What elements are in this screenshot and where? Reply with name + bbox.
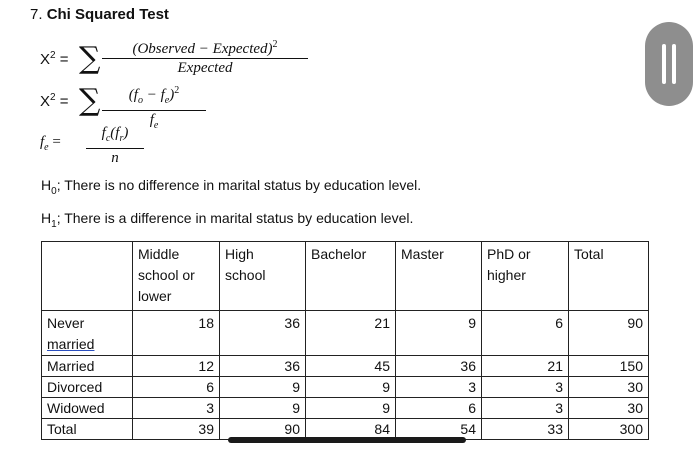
row-label-line: Married (47, 358, 95, 374)
table-cell: 30 (569, 377, 649, 398)
column-header-line: Bachelor (311, 246, 367, 262)
table-cell: 36 (220, 311, 306, 356)
table-cell: 3 (396, 377, 482, 398)
table-cell: 12 (133, 356, 220, 377)
formula-fraction: (Observed − Expected)$^2$ Expected (102, 36, 308, 77)
table-cell: 3 (482, 377, 569, 398)
row-label-line: Widowed (47, 400, 105, 416)
table-cell: 9 (220, 377, 306, 398)
table-cell: 3 (482, 398, 569, 419)
table-cell: 21 (482, 356, 569, 377)
column-header (569, 242, 649, 311)
table-cell: 33 (482, 419, 569, 440)
section-heading: Chi Squared Test (46, 6, 169, 23)
row-label-line: Divorced (47, 379, 103, 395)
column-header (220, 242, 306, 311)
table-cell: 90 (569, 311, 649, 356)
menu-bar-right (672, 44, 676, 84)
row-label (42, 419, 133, 440)
table-header-row (42, 242, 649, 311)
sigma-symbol: ∑ (79, 41, 101, 76)
menu-handle-icon[interactable] (645, 22, 693, 106)
column-header-line: Master (401, 246, 444, 262)
sigma-symbol: ∑ (79, 83, 101, 118)
column-header-line: school (225, 267, 266, 283)
contingency-table (41, 241, 649, 440)
table-cell: 9 (220, 398, 306, 419)
table-row (42, 377, 649, 398)
table-cell: 36 (220, 356, 306, 377)
table-row (42, 398, 649, 419)
horizontal-scrollbar-handle[interactable] (228, 437, 466, 443)
column-header-line: Middle (138, 246, 180, 262)
column-header (306, 242, 396, 311)
table-corner-cell (42, 242, 133, 311)
row-label-line: Total (47, 421, 77, 437)
column-header-line: High (225, 246, 254, 262)
formula-lhs: X (40, 51, 51, 68)
row-label (42, 356, 133, 377)
table-cell: 54 (396, 419, 482, 440)
section-number: 7. (30, 6, 43, 23)
table-cell: 3 (133, 398, 220, 419)
row-label-line: Never (47, 315, 85, 331)
section-title (30, 6, 169, 23)
menu-bar-left (662, 44, 666, 84)
table-cell: 84 (306, 419, 396, 440)
table-cell: 6 (482, 311, 569, 356)
table-cell: 9 (396, 311, 482, 356)
column-header-line: Total (574, 246, 604, 262)
formula-fraction: $\frac{f_c(f_r)}{n}$ (86, 124, 144, 167)
column-header-line: higher (487, 267, 526, 283)
table-cell: 6 (133, 377, 220, 398)
table-cell: 36 (396, 356, 482, 377)
column-header (482, 242, 569, 311)
column-header (133, 242, 220, 311)
row-label (42, 377, 133, 398)
table-row (42, 311, 649, 356)
table-cell: 300 (569, 419, 649, 440)
column-header-line: lower (138, 288, 172, 304)
null-hypothesis: $H_0$; There is no difference in marital status by education level. (41, 177, 422, 197)
row-label-line: married (47, 336, 95, 352)
table-cell: 90 (220, 419, 306, 440)
row-label (42, 311, 133, 356)
column-header (396, 242, 482, 311)
table-cell: 39 (133, 419, 220, 440)
table-cell: 21 (306, 311, 396, 356)
table-row (42, 356, 649, 377)
table-cell: 45 (306, 356, 396, 377)
table-cell: 30 (569, 398, 649, 419)
column-header-line: PhD or (487, 246, 531, 262)
table-cell: 18 (133, 311, 220, 356)
table-cell: 9 (306, 398, 396, 419)
table-cell: 9 (306, 377, 396, 398)
column-header-line: school or (138, 267, 195, 283)
alternative-hypothesis: $H_1$; There is a difference in marital status by education level. (41, 210, 414, 230)
formula-fraction: $\frac{(f_o - f_e)^2}{f_e}$ (102, 82, 206, 135)
table-cell: 150 (569, 356, 649, 377)
table-cell: 6 (396, 398, 482, 419)
row-label (42, 398, 133, 419)
